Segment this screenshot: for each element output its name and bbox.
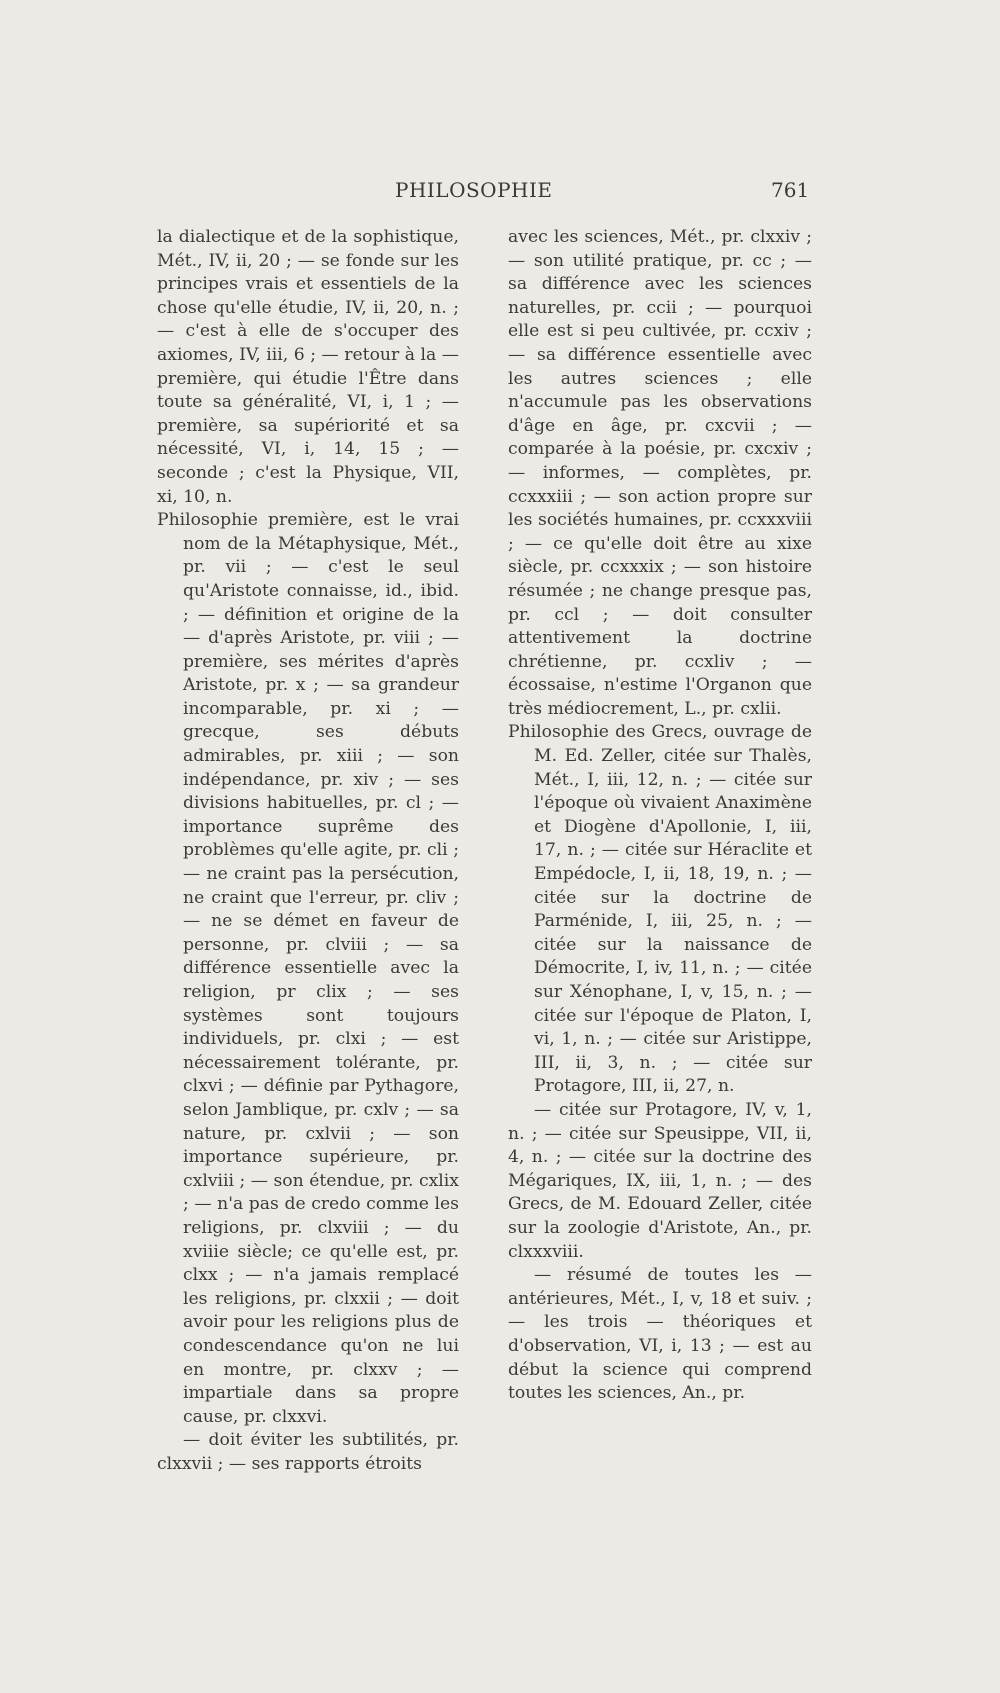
page-number: 761 [771, 178, 810, 202]
index-subentry: — citée sur Protagore, IV, v, 1, n. ; — citée sur Speusippe, VII, ii, 4, n. ; — citée sur la doctrine des Mégariques, IX, iii, 1, n. ; — des Grecs, de M. Edouard Zeller, citée sur la zoologie d'Aristote, An., pr. clxxxviii. [508, 1099, 812, 1262]
running-head [0, 178, 1000, 208]
right-column [508, 226, 812, 1406]
left-column [157, 226, 459, 1476]
index-entry-philosophie-premiere: Philosophie première, est le vrai nom de la Métaphysique, Mét., pr. vii ; — c'est le seul qu'Aristote connaisse, id., ibid. ; — définition et origine de la — d'après Aristote, pr. viii ; — première, ses mérites d'après Aristote, pr. x ; — sa grandeur incomparable, pr. xi ; — grecque, ses débuts admirables, pr. xiii ; — son indépendance, pr. xiv ; — ses divisions habituelles, pr. cl ; — importance suprême des problèmes qu'elle agite, pr. cli ; — ne craint pas la persécution, ne craint que l'erreur, pr. cliv ; — ne se démet en faveur de personne, pr. clviii ; — sa différence essentielle avec la religion, pr clix ; — ses systèmes sont toujours individuels, pr. clxi ; — est nécessairement tolérante, pr. clxvi ; — définie par Pythagore, selon Jamblique, pr. cxlv ; — sa nature, pr. cxlvii ; — son importance supérieure, pr. cxlviii ; — son étendue, pr. cxlix ; — n'a pas de credo comme les religions, pr. clxviii ; — du xviiie siècle; ce qu'elle est, pr. clxx ; — n'a jamais remplacé les religions, pr. clxxii ; — doit avoir pour les religions plus de condescendance qu'on ne lui en montre, pr. clxxv ; — impartiale dans sa propre cause, pr. clxxvi. [157, 510, 459, 1427]
running-title: PHILOSOPHIE [395, 178, 553, 202]
index-entry-philosophie-des-grecs: Philosophie des Grecs, ouvrage de M. Ed. Zeller, citée sur Thalès, Mét., I, iii, 12, n. ; — citée sur l'époque où vivaient Anaximène et Diogène d'Apollonie, I, iii, 17, n. ; — citée sur Héraclite et Empédocle, I, ii, 18, 19, n. ; — citée sur la doctrine de Parménide, I, iii, 25, n. ; — citée sur la naissance de Démocrite, I, iv, 11, n. ; — citée sur Xénophane, I, v, 15, n. ; — citée sur l'époque de Platon, I, vi, 1, n. ; — citée sur Aristippe, III, ii, 3, n. ; — citée sur Protagore, III, ii, 27, n. [508, 722, 812, 1097]
index-entry-continuation: la dialectique et de la sophistique, Mét., IV, ii, 20 ; — se fonde sur les principes vrais et essentiels de la chose qu'elle étudie, IV, ii, 20, n. ; — c'est à elle de s'occuper des axiomes, IV, iii, 6 ; — retour à la — première, qui étudie l'Être dans toute sa généralité, VI, i, 1 ; — première, sa supériorité et sa nécessité, VI, i, 14, 15 ; — seconde ; c'est la Physique, VII, xi, 10, n. [157, 227, 459, 507]
index-entry-continuation: avec les sciences, Mét., pr. clxxiv ; — son utilité pratique, pr. cc ; — sa différence avec les sciences naturelles, pr. ccii ; — pourquoi elle est si peu cultivée, pr. ccxiv ; — sa différence essentielle avec les autres sciences ; elle n'accumule pas les observations d'âge en âge, pr. cxcvii ; — comparée à la poésie, pr. cxcxiv ; — informes, — complètes, pr. ccxxxiii ; — son action propre sur les sociétés humaines, pr. ccxxxviii ; — ce qu'elle doit être au xixe siècle, pr. ccxxxix ; — son histoire résumée ; ne change presque pas, pr. ccl ; — doit consulter attentivement la doctrine chrétienne, pr. ccxliv ; — écossaise, n'estime l'Organon que très médiocrement, L., pr. cxlii. [508, 227, 812, 719]
index-subentry: — doit éviter les subtilités, pr. clxxvii ; — ses rapports étroits [157, 1430, 459, 1474]
index-subentry: — résumé de toutes les — antérieures, Mét., I, v, 18 et suiv. ; — les trois — théoriques et d'observation, VI, i, 13 ; — est au début la science qui comprend toutes les sciences, An., pr. [508, 1265, 812, 1404]
